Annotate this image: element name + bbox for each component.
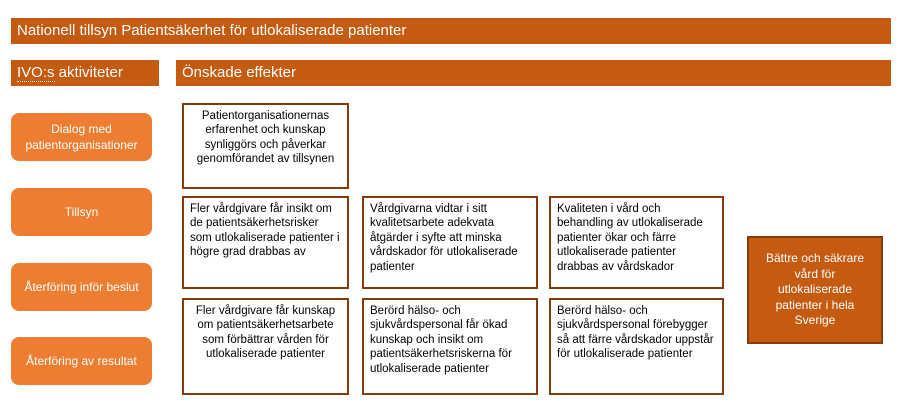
activity-tillsyn [11, 188, 152, 236]
effects-heading-label: Önskade effekter [182, 64, 296, 81]
activities-heading-label: aktiviteter [54, 64, 123, 81]
effect-row1-col2 [362, 196, 538, 289]
effect-top [182, 103, 349, 189]
effect-row1-col1 [182, 196, 349, 289]
effect-text: Berörd hälso- och sjukvårdspersonal får ökad kunskap och insikt om patientsäkerhetsriskerna för utlokaliserade patienter [370, 305, 512, 375]
effect-text: Berörd hälso- och sjukvårdspersonal förebygger så att färre vårdskador uppstår för utlokaliserade patienter [557, 305, 714, 361]
activity-label: Återföring inför beslut [24, 280, 139, 294]
effect-text: Fler vårdgivare får kunskap om patientsäkerhetsarbete som förbättrar vården för utlokaliserade patienter [195, 305, 336, 361]
effect-text: Patientorganisationernas erfarenhet och kunskap synliggörs och påverkar genomförandet av tillsynen [196, 110, 335, 166]
effects-heading [176, 60, 891, 86]
outcome-text: Bättre och säkrare vård för utlokaliserade patienter i hela Sverige [765, 251, 865, 328]
activity-feedback-decision [11, 263, 152, 311]
effect-row2-col1 [182, 298, 349, 395]
activity-label: Tillsyn [64, 205, 99, 219]
activity-feedback-results [11, 337, 152, 385]
effect-row2-col2 [362, 298, 538, 395]
activity-label: Dialog med patientorganisationer [25, 122, 138, 152]
title-bar [11, 18, 891, 44]
page-title: Nationell tillsyn Patientsäkerhet för utlokaliserade patienter [17, 22, 407, 39]
outcome-box [747, 236, 883, 344]
effect-row1-col3 [549, 196, 724, 289]
effect-text: Fler vårdgivare får insikt om de patientsäkerhetsrisker som utlokaliserade patienter i högre grad drabbas av [190, 203, 340, 259]
ivo-abbreviation: IVO:s [17, 64, 55, 81]
activity-label: Återföring av resultat [26, 354, 137, 368]
effect-text: Vårdgivarna vidtar i sitt kvalitetsarbete adekvata åtgärder i syfte att minska vårdskador för utlokaliserade patienter [370, 203, 518, 273]
effect-row2-col3 [549, 298, 724, 395]
activities-heading [11, 60, 159, 86]
activity-dialog [11, 113, 152, 161]
effect-text: Kvaliteten i vård och behandling av utlokaliserade patienter ökar och färre utlokaliserade patienter drabbas av vårdskador [557, 203, 703, 273]
